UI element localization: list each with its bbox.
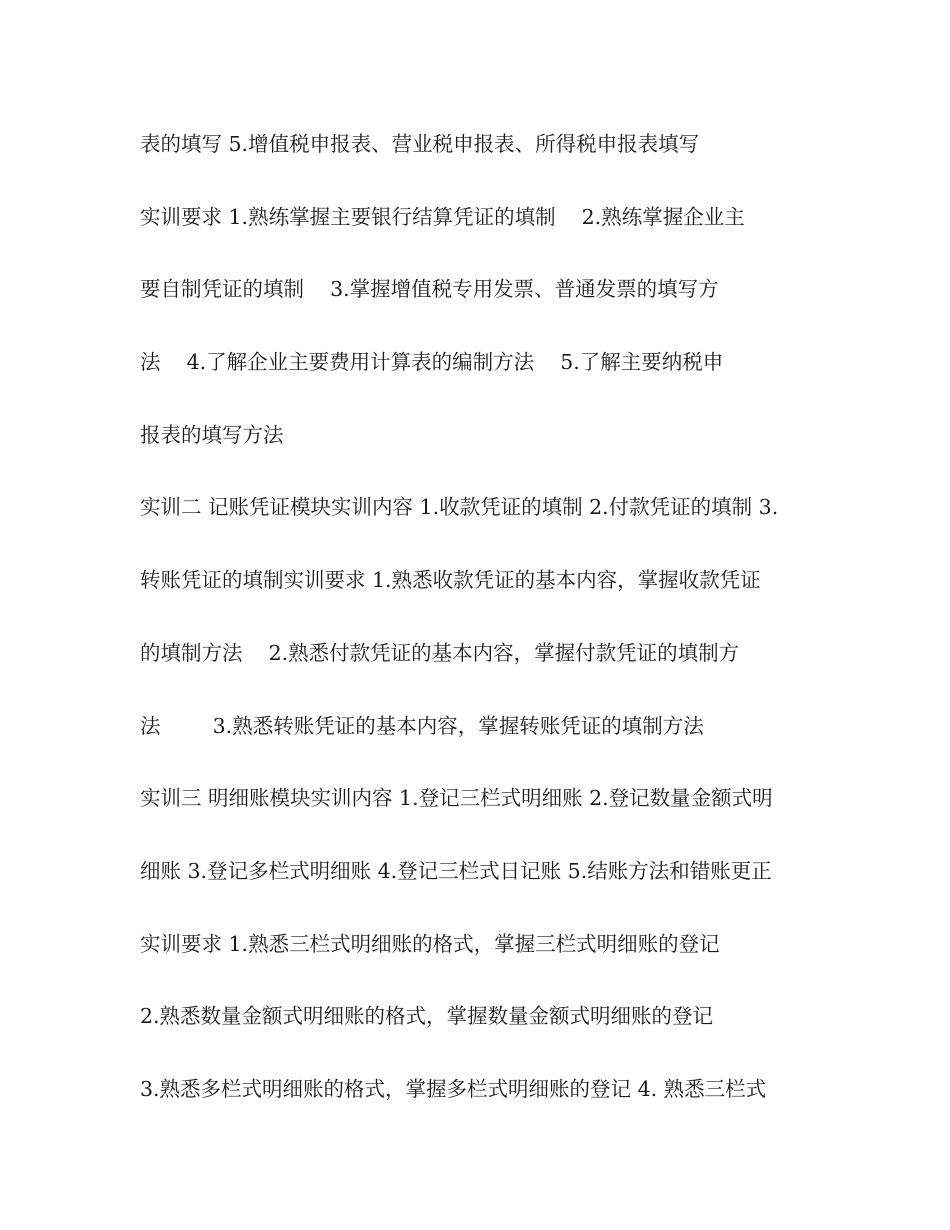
text-line-8: 的填制方法 2.熟悉付款凭证的基本内容，掌握付款凭证的填制方 bbox=[140, 640, 740, 665]
text-line-1: 表的填写 5.增值税申报表、营业税申报表、所得税申报表填写 bbox=[140, 132, 700, 156]
text-line-4: 法 4.了解企业主要费用计算表的编制方法 5.了解主要纳税申 bbox=[140, 350, 724, 375]
text-line-3: 要自制凭证的填制 3.掌握增值税专用发票、普通发票的填写方 bbox=[140, 277, 719, 302]
text-line-14: 3.熟悉多栏式明细账的格式，掌握多栏式明细账的登记 4. 熟悉三栏式 bbox=[140, 1076, 767, 1101]
document-body bbox=[140, 124, 820, 1142]
text-line-5: 报表的填写方法 bbox=[140, 422, 284, 447]
text-line-2: 实训要求 1.熟练掌握主要银行结算凭证的填制 2.熟练掌握企业主 bbox=[140, 204, 745, 229]
text-line-7: 转账凭证的填制实训要求 1.熟悉收款凭证的基本内容，掌握收款凭证 bbox=[140, 568, 761, 593]
text-line-6: 实训二 记账凭证模块实训内容 1.收款凭证的填制 2.付款凭证的填制 3. bbox=[140, 495, 779, 520]
text-line-13: 2.熟悉数量金额式明细账的格式，掌握数量金额式明细账的登记 bbox=[140, 1004, 714, 1029]
text-line-9: 法 3.熟悉转账凭证的基本内容，掌握转账凭证的填制方法 bbox=[140, 713, 704, 738]
text-line-12: 实训要求 1.熟悉三栏式明细账的格式，掌握三栏式明细账的登记 bbox=[140, 931, 720, 956]
text-line-11: 细账 3.登记多栏式明细账 4.登记三栏式日记账 5.结账方法和错账更正 bbox=[140, 858, 772, 883]
text-line-10: 实训三 明细账模块实训内容 1.登记三栏式明细账 2.登记数量金额式明 bbox=[140, 786, 773, 811]
